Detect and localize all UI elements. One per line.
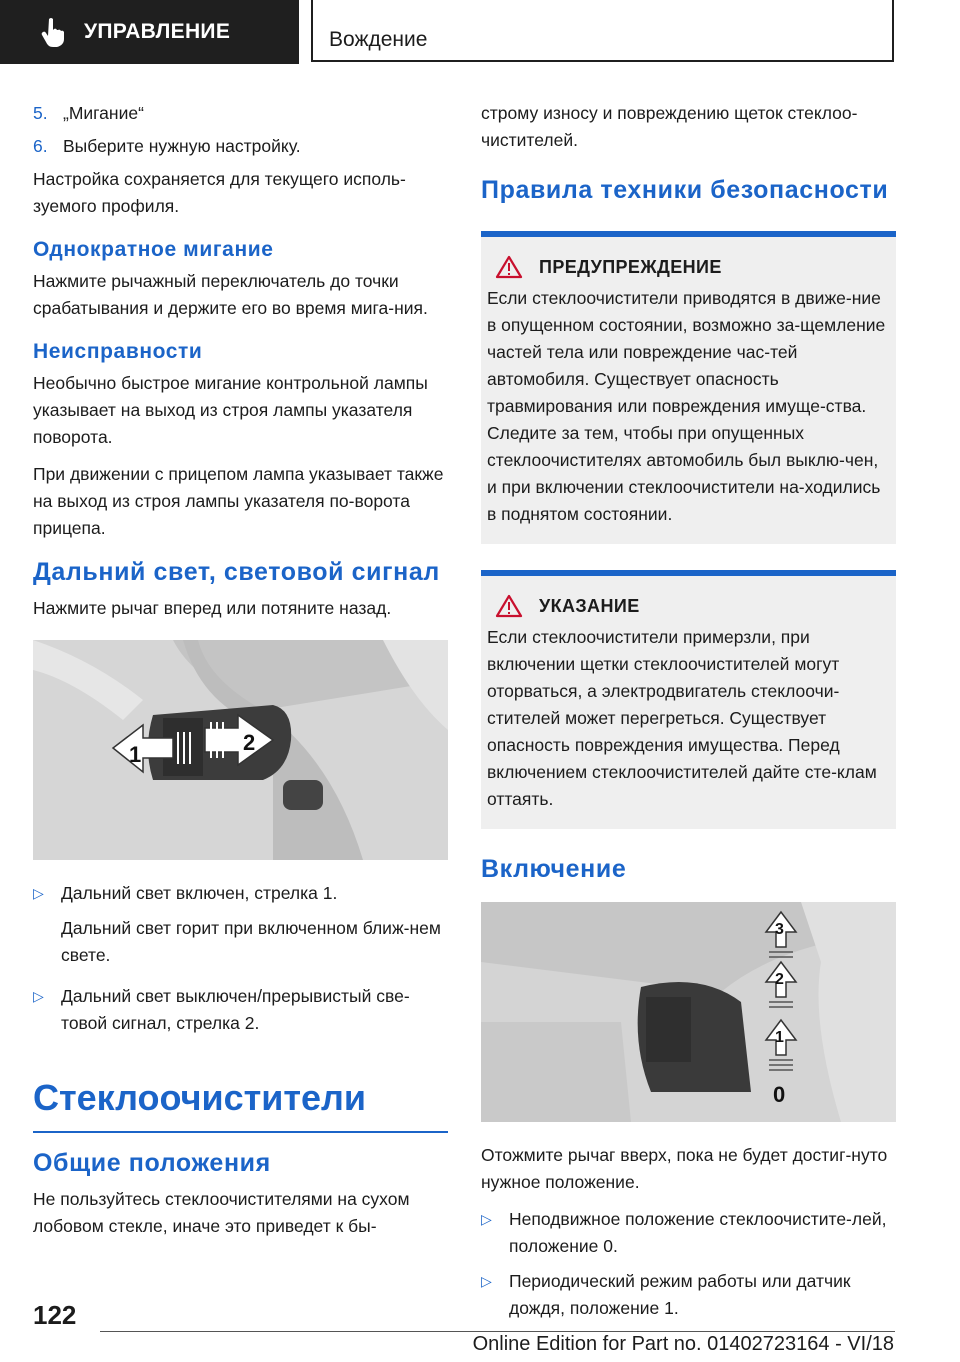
list-item xyxy=(33,880,448,907)
bullet-triangle-icon: ▷ xyxy=(33,885,44,901)
chapter-title: Вождение xyxy=(329,28,428,51)
note-box xyxy=(481,570,896,829)
list-item xyxy=(481,1206,896,1260)
left-column xyxy=(33,100,448,1250)
footer-divider xyxy=(100,1331,895,1332)
high-beam-lever-illustration xyxy=(33,640,448,860)
position-label-0: 0 xyxy=(773,1082,786,1107)
page-number: 122 xyxy=(33,1300,77,1330)
list-item xyxy=(481,1268,896,1322)
bullet-triangle-icon: ▷ xyxy=(33,988,44,1004)
heading-high-beam: Дальний свет, световой сигнал xyxy=(33,558,440,586)
bullet-text: Неподвижное положение стеклоочистите-лей, положение 0. xyxy=(509,1209,887,1256)
heading-general: Общие положения xyxy=(33,1149,271,1177)
paragraph: При движении с прицепом лампа указывает также на выход из строя лампы указателя по-ворота прицепа. xyxy=(33,464,444,538)
right-column xyxy=(481,100,896,1330)
step-number: 6. xyxy=(33,136,48,156)
paragraph: Не пользуйтесь стеклоочистителями на сухом лобовом стекле, иначе это приведет к бы- xyxy=(33,1189,410,1236)
section-tab xyxy=(0,0,299,64)
section-title: УПРАВЛЕНИЕ xyxy=(84,20,231,43)
chapter-tab xyxy=(311,0,894,62)
warning-triangle-icon xyxy=(495,594,523,618)
paragraph: Настройка сохраняется для текущего исполь-зуемого профиля. xyxy=(33,169,406,216)
step-text: Выберите нужную настройку. xyxy=(63,136,301,156)
bullet-text: Дальний свет выключен/прерывистый све-товой сигнал, стрелка 2. xyxy=(61,986,410,1033)
bullet-subtext: Дальний свет горит при включенном ближ-нем свете. xyxy=(61,918,441,965)
paragraph: Необычно быстрое мигание контрольной лампы указывает на выход из строя лампы указателя поворота. xyxy=(33,373,428,447)
edition-note: Online Edition for Part no. 01402723164 - VI/18 xyxy=(472,1333,894,1355)
hand-pointer-icon xyxy=(40,17,66,47)
arrow-label-2: 2 xyxy=(243,730,256,755)
wiper-lever-illustration xyxy=(481,902,896,1122)
bullet-triangle-icon: ▷ xyxy=(481,1211,492,1227)
paragraph: Нажмите рычажный переключатель до точки срабатывания и держите его во время мига-ния. xyxy=(33,271,428,318)
position-label-1: 1 xyxy=(775,1029,784,1046)
warning-triangle-icon xyxy=(495,255,523,279)
list-item xyxy=(33,983,448,1037)
paragraph: строму износу и повреждению щеток стеклоо-чистителей. xyxy=(481,103,858,150)
position-label-2: 2 xyxy=(775,971,784,988)
heading-faults: Неисправности xyxy=(33,340,203,363)
warning-text: Если стеклоочистители приводятся в движе-ние в опущенном состоянии, возможно за-щемление частей тела или повреждение час-тей автомобиля. Существует опасность травмирования или повреждения имуще-ства. Следите за тем, чтобы при опущенных стеклоочистителях автомобиль был выклю-чен, и при включении стеклоочистители на-ходились в поднятом состоянии. xyxy=(487,288,886,524)
bullet-text: Периодический режим работы или датчик дождя, положение 1. xyxy=(509,1271,851,1318)
warning-box xyxy=(481,231,896,544)
paragraph: Нажмите рычаг вперед или потяните назад. xyxy=(33,598,392,618)
heading-safety: Правила техники безопасности xyxy=(481,176,889,204)
step-item xyxy=(33,100,448,127)
heading-wipers: Стеклоочистители xyxy=(33,1077,448,1133)
step-number: 5. xyxy=(33,103,48,123)
step-text: „Мигание“ xyxy=(63,103,144,123)
position-label-3: 3 xyxy=(775,921,784,938)
note-text: Если стеклоочистители примерзли, при включении щетки стеклоочистителей могут оторваться, а электродвигатель стеклоочи-стителей может перегреться. Существует опасность повреждения имущества. Перед включением стеклоочистителей дайте сте-клам оттаять. xyxy=(487,627,877,809)
arrow-label-1: 1 xyxy=(129,742,142,767)
warning-title: ПРЕДУПРЕЖДЕНИЕ xyxy=(539,256,722,277)
heading-switch-on: Включение xyxy=(481,855,627,883)
bullet-triangle-icon: ▷ xyxy=(481,1273,492,1289)
step-item xyxy=(33,133,448,160)
heading-single-flash: Однократное мигание xyxy=(33,238,274,261)
bullet-text: Дальний свет включен, стрелка 1. xyxy=(61,883,338,903)
paragraph: Отожмите рычаг вверх, пока не будет достиг-нуто нужное положение. xyxy=(481,1145,888,1192)
note-title: УКАЗАНИЕ xyxy=(539,595,640,616)
